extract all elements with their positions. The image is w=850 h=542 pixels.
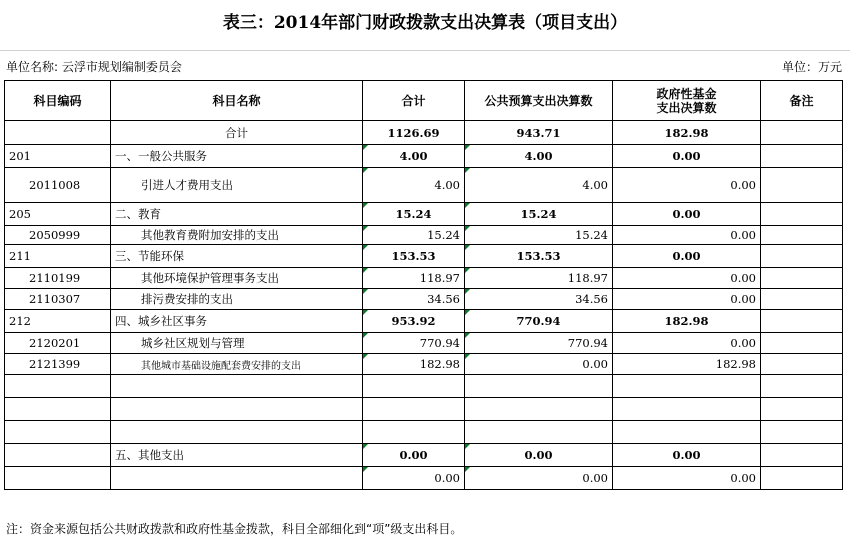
table-row <box>5 398 843 421</box>
cell-remark <box>761 268 843 289</box>
footnote: 注：资金来源包括公共财政拨款和政府性基金拨款，科目全部细化到“项”级支出科目。 <box>6 522 463 536</box>
table-row <box>5 421 843 444</box>
cell-name <box>111 398 363 421</box>
cell-total: 182.98 <box>363 354 465 375</box>
cell-remark <box>761 168 843 203</box>
cell-gov: 0.00 <box>613 444 761 467</box>
cell-name <box>111 421 363 444</box>
table-row <box>5 289 843 310</box>
cell-public <box>465 398 613 421</box>
cell-code <box>5 421 111 444</box>
cell-gov: 0.00 <box>613 333 761 354</box>
cell-total: 4.00 <box>363 145 465 168</box>
cell-remark <box>761 333 843 354</box>
header-gov-line2: 支出决算数 <box>656 100 717 115</box>
cell-remark <box>761 145 843 168</box>
unit-row <box>0 56 850 76</box>
cell-remark <box>761 354 843 375</box>
cell-code: 2110307 <box>5 289 111 310</box>
cell-public: 15.24 <box>465 203 613 226</box>
cell-code <box>5 121 111 145</box>
cell-code <box>5 375 111 398</box>
cell-public: 0.00 <box>465 467 613 490</box>
table-row <box>5 333 843 354</box>
cell-code: 2011008 <box>5 168 111 203</box>
cell-remark <box>761 375 843 398</box>
cell-total: 4.00 <box>363 168 465 203</box>
table-row <box>5 444 843 467</box>
cell-gov: 0.00 <box>613 168 761 203</box>
cell-total: 0.00 <box>363 444 465 467</box>
cell-code: 212 <box>5 310 111 333</box>
cell-name: 一、一般公共服务 <box>111 145 363 168</box>
cell-name: 城乡社区规划与管理 <box>111 333 363 354</box>
cell-gov <box>613 398 761 421</box>
cell-name: 引进人才费用支出 <box>111 168 363 203</box>
cell-gov <box>613 421 761 444</box>
header-gov-line1: 政府性基金 <box>656 86 717 101</box>
cell-total: 118.97 <box>363 268 465 289</box>
cell-name: 排污费安排的支出 <box>111 289 363 310</box>
table-row <box>5 168 843 203</box>
cell-total: 15.24 <box>363 226 465 245</box>
cell-gov: 0.00 <box>613 245 761 268</box>
cell-remark <box>761 226 843 245</box>
cell-remark <box>761 398 843 421</box>
cell-code: 2121399 <box>5 354 111 375</box>
cell-total: 0.00 <box>363 467 465 490</box>
cell-code: 2120201 <box>5 333 111 354</box>
cell-name: 其他环境保护管理事务支出 <box>111 268 363 289</box>
table-row <box>5 467 843 490</box>
cell-code: 205 <box>5 203 111 226</box>
header-row <box>5 81 843 121</box>
cell-code: 2110199 <box>5 268 111 289</box>
cell-name: 四、城乡社区事务 <box>111 310 363 333</box>
cell-gov: 0.00 <box>613 226 761 245</box>
cell-name: 五、其他支出 <box>111 444 363 467</box>
cell-code: 211 <box>5 245 111 268</box>
cell-remark <box>761 467 843 490</box>
cell-code: 2050999 <box>5 226 111 245</box>
cell-name: 二、教育 <box>111 203 363 226</box>
table-row <box>5 375 843 398</box>
cell-name <box>111 467 363 490</box>
cell-public: 770.94 <box>465 310 613 333</box>
cell-remark <box>761 310 843 333</box>
table-row <box>5 145 843 168</box>
cell-total <box>363 421 465 444</box>
cell-gov: 182.98 <box>613 310 761 333</box>
cell-public: 0.00 <box>465 354 613 375</box>
cell-code: 201 <box>5 145 111 168</box>
cell-gov: 182.98 <box>613 121 761 145</box>
cell-public: 4.00 <box>465 145 613 168</box>
divider <box>0 50 850 51</box>
table-row <box>5 226 843 245</box>
cell-public: 0.00 <box>465 444 613 467</box>
cell-name: 三、节能环保 <box>111 245 363 268</box>
cell-public <box>465 375 613 398</box>
cell-total: 153.53 <box>363 245 465 268</box>
table-body <box>5 121 843 490</box>
cell-remark <box>761 421 843 444</box>
budget-table <box>4 80 843 490</box>
header-total: 合计 <box>363 81 465 121</box>
unit-name-label: 单位名称: 云浮市规划编制委员会 <box>6 60 182 74</box>
cell-name: 其他教育费附加安排的支出 <box>111 226 363 245</box>
cell-name: 合计 <box>111 121 363 145</box>
cell-total: 953.92 <box>363 310 465 333</box>
header-remark: 备注 <box>761 81 843 121</box>
cell-gov: 0.00 <box>613 268 761 289</box>
cell-public: 118.97 <box>465 268 613 289</box>
cell-gov: 0.00 <box>613 145 761 168</box>
cell-gov: 0.00 <box>613 467 761 490</box>
cell-public <box>465 421 613 444</box>
unit-label: 单位：万元 <box>781 60 842 74</box>
header-public: 公共预算支出决算数 <box>465 81 613 121</box>
cell-remark <box>761 121 843 145</box>
table-row <box>5 203 843 226</box>
cell-remark <box>761 203 843 226</box>
header-code: 科目编码 <box>5 81 111 121</box>
cell-total <box>363 375 465 398</box>
table-row <box>5 245 843 268</box>
cell-code <box>5 398 111 421</box>
cell-total: 770.94 <box>363 333 465 354</box>
header-name: 科目名称 <box>111 81 363 121</box>
cell-total: 34.56 <box>363 289 465 310</box>
cell-remark <box>761 289 843 310</box>
cell-gov: 0.00 <box>613 289 761 310</box>
cell-name: 其他城市基础设施配套费安排的支出 <box>111 354 363 375</box>
cell-public: 15.24 <box>465 226 613 245</box>
cell-public: 4.00 <box>465 168 613 203</box>
table-row <box>5 354 843 375</box>
cell-gov: 0.00 <box>613 203 761 226</box>
cell-total <box>363 398 465 421</box>
table-row <box>5 121 843 145</box>
cell-remark <box>761 444 843 467</box>
cell-code <box>5 467 111 490</box>
cell-public: 943.71 <box>465 121 613 145</box>
cell-public: 153.53 <box>465 245 613 268</box>
cell-gov: 182.98 <box>613 354 761 375</box>
table-row <box>5 310 843 333</box>
cell-public: 770.94 <box>465 333 613 354</box>
header-gov <box>613 81 761 121</box>
cell-gov <box>613 375 761 398</box>
cell-total: 1126.69 <box>363 121 465 145</box>
table-row <box>5 268 843 289</box>
cell-remark <box>761 245 843 268</box>
cell-total: 15.24 <box>363 203 465 226</box>
cell-name <box>111 375 363 398</box>
cell-public: 34.56 <box>465 289 613 310</box>
cell-code <box>5 444 111 467</box>
page-title: 表三：2014年部门财政拨款支出决算表（项目支出） <box>222 13 628 33</box>
